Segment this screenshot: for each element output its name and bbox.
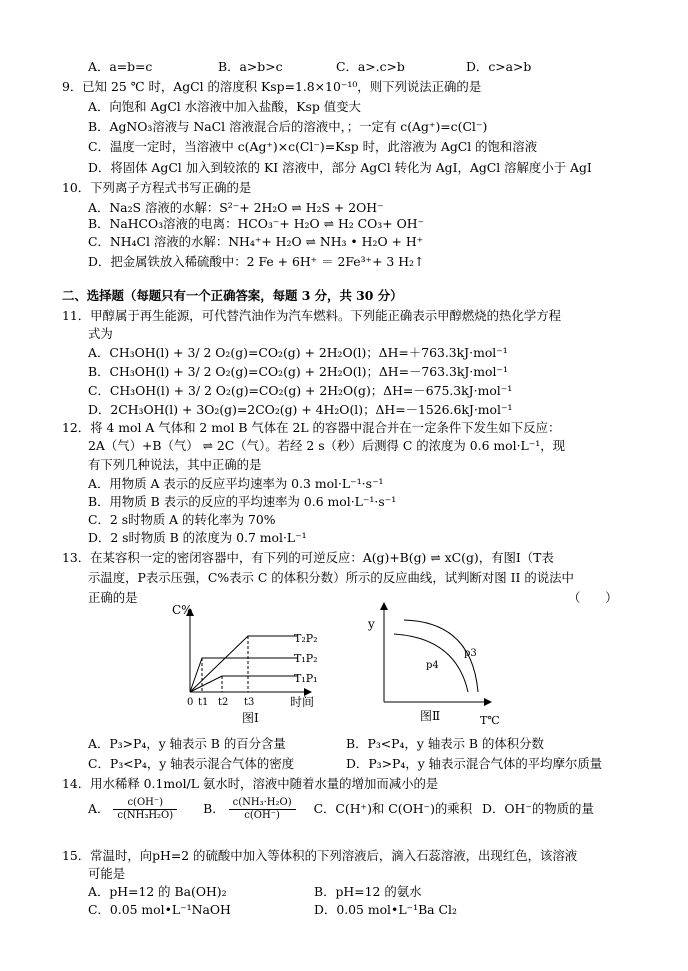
q9-option-b: B．AgNO₃溶液与 NaCl 溶液混合后的溶液中，；一定有 c(Ag⁺)=c(Cl⁻)	[88, 119, 488, 134]
q12-option-d: D．2 s时物质 B 的浓度为 0.7 mol·L⁻¹	[88, 530, 307, 545]
q15-option-c: C．0.05 mol•L⁻¹NaOH	[88, 902, 231, 917]
q12-stem-line3: 有下列几种说法，其中正确的是	[88, 457, 262, 472]
fig1-label-t2p2: T₂P₂	[294, 632, 318, 645]
q15-stem-line2: 可能是	[88, 866, 126, 881]
q10-stem: 10．下列离子方程式书写正确的是	[62, 180, 252, 195]
q8-option-d: D．c>a>b	[466, 59, 532, 74]
q15-option-d: D．0.05 mol•L⁻¹Ba Cl₂	[314, 902, 457, 917]
q11-option-d: D．2CH₃OH(l) + 3O₂(g)=2CO₂(g) + 4H₂O(l)；ΔH=－1526.6kJ·mol⁻¹	[88, 402, 513, 417]
q14-b-fraction	[229, 797, 296, 822]
q14-a-numerator: c(OH⁻)	[113, 797, 177, 810]
fig1-xlabel: 时间	[290, 695, 315, 709]
q9-option-c: C．温度一定时，当溶液中 c(Ag⁺)×c(Cl⁻)=Ksp 时，此溶液为 AgCl 的饱和溶液	[88, 139, 538, 154]
q12-stem-line1: 12．将 4 mol A 气体和 2 mol B 气体在 2L 的容器中混合并在一定条件下发生如下反应：	[62, 420, 561, 435]
fig1-curve-t1p2	[190, 658, 298, 692]
q14-options	[88, 794, 594, 824]
q8-option-b: B．a>b>c	[218, 59, 283, 74]
q13-option-d: D．P₃>P₄，y 轴表示混合气体的平均摩尔质量	[346, 756, 603, 771]
fig1-caption: 图Ⅰ	[242, 711, 259, 725]
fig2-xlabel: T℃	[480, 714, 500, 727]
q14-b-numerator: c(NH₃·H₂O)	[229, 797, 296, 810]
fig2-label-p3: p3	[464, 648, 477, 659]
fig2-label-p4: p4	[426, 660, 439, 671]
q15-option-a: A．pH=12 的 Ba(OH)₂	[88, 884, 227, 899]
q14-b-denominator: c(OH⁻)	[244, 810, 280, 821]
q10-option-d: D．把金属铁放入稀硫酸中：2 Fe + 6H⁺ ＝ 2Fe³⁺+ 3 H₂↑	[88, 254, 425, 269]
q15-stem-line1: 15．常温时，向pH=2 的硫酸中加入等体积的下列溶液后，滴入石蕊溶液，出现红色，该溶液	[62, 848, 578, 863]
q13-option-b: B．P₃<P₄，y 轴表示 B 的体积分数	[346, 736, 544, 751]
q12-option-a: A．用物质 A 表示的反应平均速率为 0.3 mol·L⁻¹·s⁻¹	[88, 476, 384, 491]
q15-option-b: B．pH=12 的氨水	[314, 884, 422, 899]
fig1-tick-t1: t1	[198, 697, 209, 708]
q13-stem-line3: 正确的是	[88, 590, 138, 605]
q9-stem: 9．已知 25 ℃ 时，AgCl 的溶度积 Ksp=1.8×10⁻¹⁰，则下列说法正确的是	[62, 79, 482, 94]
q12-stem-line2: 2A（气）+B（气） ⇌ 2C（气）。若经 2 s（秒）后测得 C 的浓度为 0.6 mol·L⁻¹，现	[88, 438, 566, 453]
q8-option-a: A．a=b=c	[88, 59, 153, 74]
q14-option-c: C．C(H⁺)和 C(OH⁻)的乘积	[313, 801, 473, 816]
q13-option-a: A．P₃>P₄，y 轴表示 B 的百分含量	[88, 736, 286, 751]
q8-option-c: C．a>.c>b	[336, 59, 405, 74]
section-heading: 二、选择题（每题只有一个正确答案，每题 3 分，共 30 分）	[62, 288, 403, 303]
q14-stem: 14．用水稀释 0.1mol/L 氨水时，溶液中随着水量的增加而减小的是	[62, 776, 439, 791]
q13-option-c: C．P₃<P₄，y 轴表示混合气体的密度	[88, 756, 295, 771]
q14-a-denominator: c(NH₃H₂O)	[117, 810, 174, 821]
q14-option-d: D．OH⁻的物质的量	[482, 801, 594, 816]
q10-option-b: B．NaHCO₃溶液的电离：HCO₃⁻+ H₂O ⇌ H₂ CO₃+ OH⁻	[88, 216, 425, 231]
figure-1	[160, 600, 340, 730]
q11-stem-line2: 式为	[88, 326, 113, 341]
fig1-tick-t3: t3	[244, 697, 255, 708]
q13-stem-line2: 示温度，P表示压强，C%表示 C 的体积分数）所示的反应曲线，试判断对图 II 的说法中	[88, 570, 574, 585]
q9-option-d: D．将固体 AgCl 加入到较浓的 KI 溶液中，部分 AgCl 转化为 AgI，AgCl 溶解度小于 AgI	[88, 160, 592, 175]
q14-b-label: B．	[203, 801, 225, 816]
q11-stem-line1: 11．甲醇属于再生能源，可代替汽油作为汽车燃料。下列能正确表示甲醇燃烧的热化学方程	[62, 308, 562, 323]
q11-option-c: C．CH₃OH(l) + 3/ 2 O₂(g)=CO₂(g) + 2H₂O(g)；ΔH=－675.3kJ·mol⁻¹	[88, 383, 513, 398]
fig2-caption: 图Ⅱ	[420, 709, 441, 723]
q14-a-fraction	[113, 797, 177, 822]
answer-blank: （ ）	[568, 590, 618, 605]
q10-option-a: A．Na₂S 溶液的水解：S²⁻+ 2H₂O ⇌ H₂S + 2OH⁻	[88, 200, 384, 215]
fig1-label-t1p1: T₁P₁	[294, 672, 318, 685]
q10-option-c: C．NH₄Cl 溶液的水解：NH₄⁺+ H₂O ⇌ NH₃ • H₂O + H⁺	[88, 234, 424, 249]
fig1-tick-0: 0	[187, 697, 194, 708]
q12-option-b: B．用物质 B 表示的反应的平均速率为 0.6 mol·L⁻¹·s⁻¹	[88, 494, 397, 509]
q12-option-c: C．2 s时物质 A 的转化率为 70%	[88, 512, 276, 527]
q11-option-a: A．CH₃OH(l) + 3/ 2 O₂(g)=CO₂(g) + 2H₂O(l)；ΔH=＋763.3kJ·mol⁻¹	[88, 345, 508, 360]
q11-option-b: B．CH₃OH(l) + 3/ 2 O₂(g)=CO₂(g) + 2H₂O(l)；ΔH=－763.3kJ·mol⁻¹	[88, 364, 508, 379]
figure-2	[360, 598, 510, 730]
fig1-ylabel: C%	[172, 603, 193, 617]
fig1-label-t1p2: T₁P₂	[294, 652, 318, 665]
fig1-tick-t2: t2	[218, 697, 229, 708]
q9-option-a: A．向饱和 AgCl 水溶液中加入盐酸，Ksp 值变大	[88, 99, 361, 114]
q14-a-label: A．	[88, 801, 110, 816]
fig1-curve-t1p1	[190, 676, 298, 692]
q13-stem-line1: 13．在某容积一定的密闭容器中，有下列的可逆反应：A(g)+B(g) ⇌ xC(g)，有图Ⅰ（T表	[62, 550, 554, 565]
fig2-ylabel: y	[368, 617, 375, 631]
